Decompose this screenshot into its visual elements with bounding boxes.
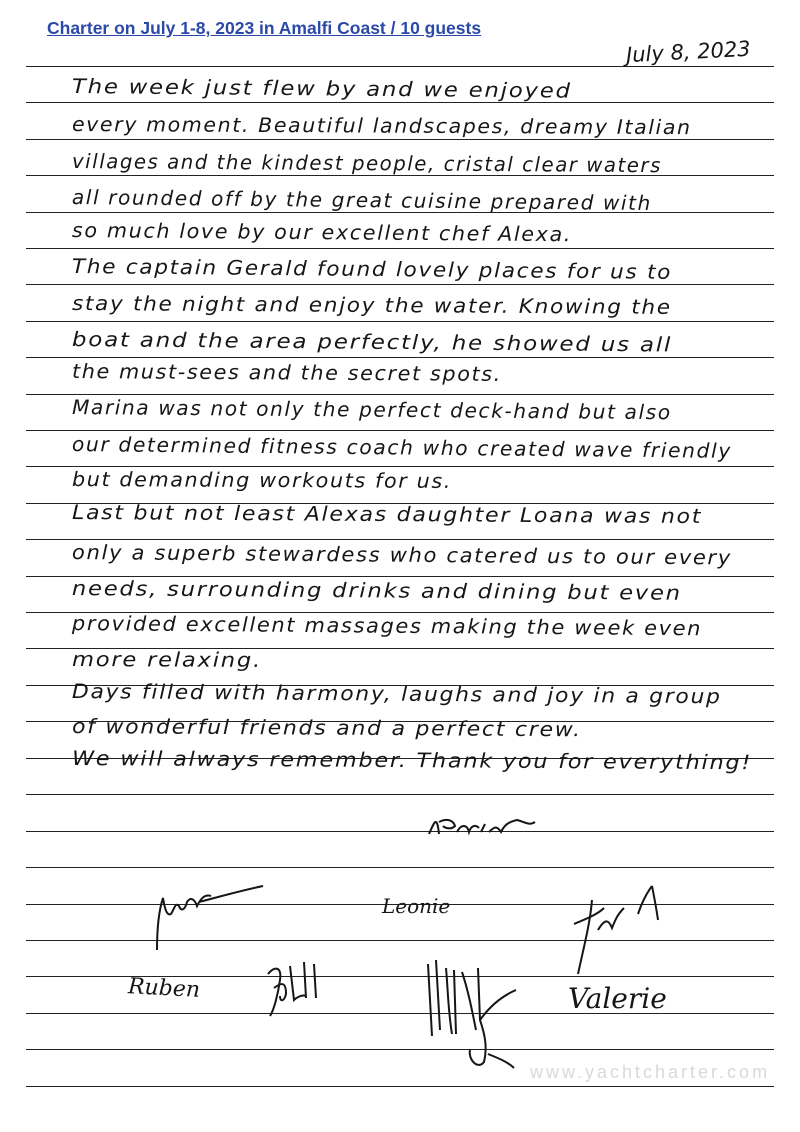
signature-valerie: Valerie: [568, 982, 667, 1015]
ruled-line: [26, 867, 774, 868]
handwritten-line: The week just flew by and we enjoyed: [71, 74, 573, 103]
handwritten-line: Last but not least Alexas daughter Loana was not: [71, 500, 703, 529]
handwritten-line: of wonderful friends and a perfect crew.: [71, 714, 582, 742]
ruled-line: [26, 284, 774, 285]
signature-leonie: Leonie: [382, 894, 451, 918]
handwritten-line: boat and the area perfectly, he showed us all: [71, 327, 673, 357]
handwritten-line: We will always remember. Thank you for everything!: [71, 746, 753, 775]
handwritten-line: Days filled with harmony, laughs and joy in a group: [71, 679, 722, 709]
charter-title-link[interactable]: Charter on July 1-8, 2023 in Amalfi Coast / 10 guests: [47, 18, 482, 38]
ruled-line: [26, 1049, 774, 1050]
handwritten-line: stay the night and enjoy the water. Knowing the: [71, 291, 672, 319]
ruled-line: [26, 357, 774, 358]
ruled-line: [26, 66, 774, 67]
ruled-line: [26, 139, 774, 140]
ruled-line: [26, 430, 774, 431]
handwritten-line: the must-sees and the secret spots.: [71, 359, 503, 386]
handwritten-line: only a superb stewardess who catered us to our every: [71, 540, 733, 570]
ruled-line: [26, 794, 774, 795]
handwritten-line: but demanding workouts for us.: [71, 467, 453, 493]
handwritten-line: Marina was not only the perfect deck-hand but also: [71, 395, 672, 425]
ruled-line: [26, 248, 774, 249]
handwritten-line: The captain Gerald found lovely places for us to: [71, 254, 673, 284]
signature-jw-flourish: [568, 884, 668, 976]
handwritten-line: all rounded off by the great cuisine prepared with: [71, 185, 653, 216]
handwritten-line: so much love by our excellent chef Alexa.: [71, 218, 573, 247]
watermark: www.yachtcharter.com: [530, 1062, 771, 1082]
handwritten-line: every moment. Beautiful landscapes, dreamy Italian: [71, 112, 692, 140]
ruled-line: [26, 1086, 774, 1087]
signature-flourish-left: [145, 880, 275, 952]
handwritten-line: provided excellent massages making the week even: [71, 611, 703, 641]
handwritten-line: needs, surrounding drinks and dining but even: [71, 576, 682, 605]
handwritten-line: our determined fitness coach who created wave friendly: [71, 432, 732, 463]
signature-bell-scribble: [260, 958, 330, 1018]
signature-ruben: Ruben: [127, 974, 201, 1003]
ruled-line: [26, 102, 774, 103]
letter-date: July 8, 2023: [625, 36, 752, 68]
signature-raw-scribble: [425, 812, 545, 842]
ruled-line: [26, 321, 774, 322]
ruled-line: [26, 831, 774, 832]
handwritten-line: villages and the kindest people, cristal clear waters: [71, 149, 663, 178]
signature-walter-scribble: [418, 950, 528, 1072]
handwritten-line: more relaxing.: [71, 647, 263, 672]
